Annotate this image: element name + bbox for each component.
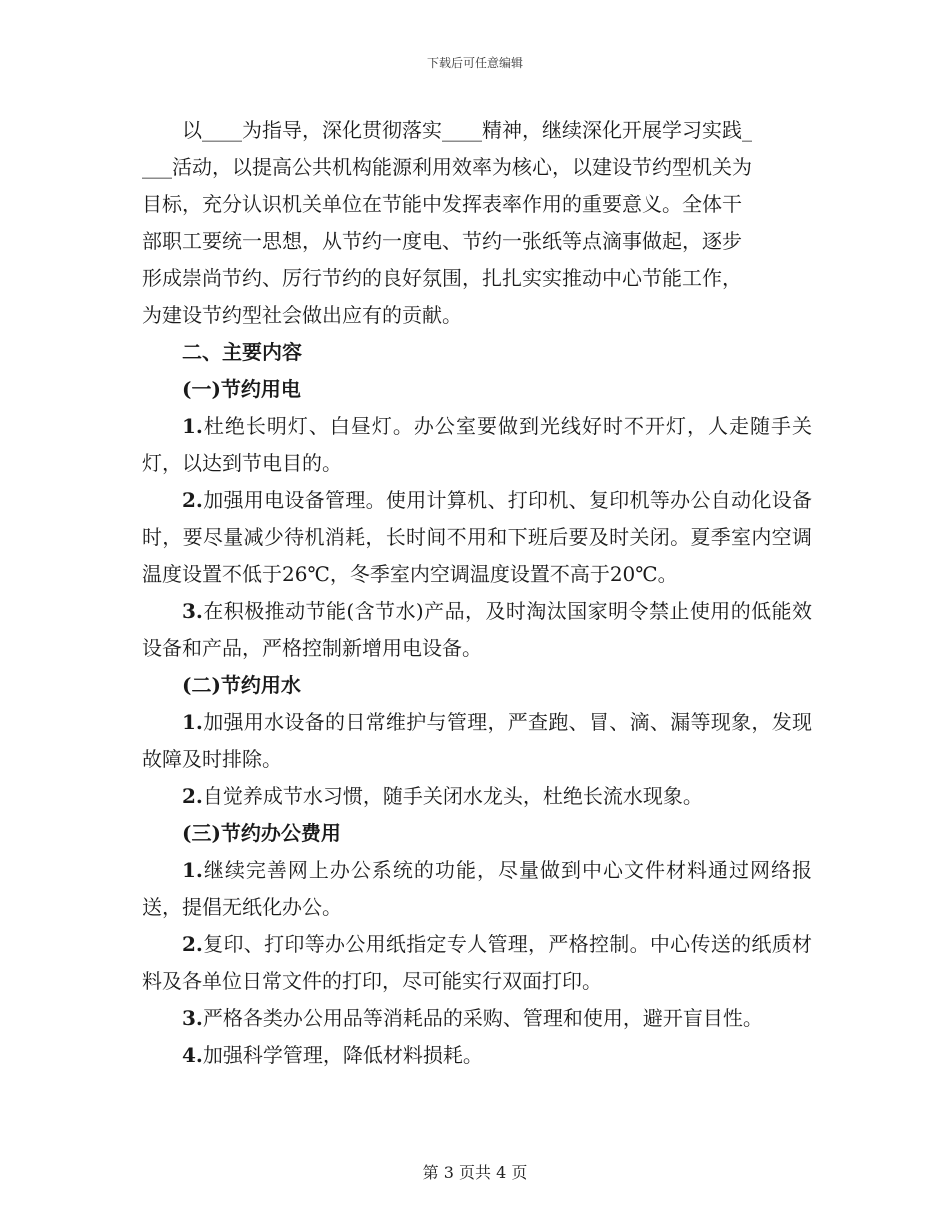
item-number: 2. — [182, 784, 203, 808]
intro-line: ___活动，以提高公共机构能源利用效率为核心，以建设节约型机关为 — [142, 155, 752, 179]
document-body — [142, 112, 812, 1074]
subsection-heading-office-costs: (三)节约办公费用 — [182, 821, 341, 845]
item-number: 3. — [182, 1006, 203, 1030]
item-number: 2. — [182, 488, 203, 512]
intro-line: 目标，充分认识机关单位在节能中发挥表率作用的重要意义。全体干 — [142, 192, 742, 216]
subsection-heading-electricity: (一)节约用电 — [182, 377, 301, 401]
item-text: 在积极推动节能(含节水)产品，及时淘汰国家明令禁止使用的低能效设备和产品，严格控制新增用电设备。 — [142, 599, 812, 660]
item-number: 4. — [182, 1043, 203, 1067]
page-header: 下载后可任意编辑 — [426, 56, 523, 70]
item-text: 杜绝长明灯、白昼灯。办公室要做到光线好时不开灯，人走随手关灯，以达到节电目的。 — [142, 414, 812, 475]
list-item — [142, 1037, 812, 1074]
list-item — [142, 852, 812, 926]
item-number: 2. — [182, 932, 203, 956]
intro-line: 为建设节约型社会做出应有的贡献。 — [142, 303, 462, 327]
item-text: 继续完善网上办公系统的功能，尽量做到中心文件材料通过网络报送，提倡无纸化办公。 — [142, 858, 812, 919]
list-item — [142, 593, 812, 667]
section-heading: 二、主要内容 — [182, 340, 302, 364]
item-number: 1. — [182, 710, 203, 734]
intro-line: 部职工要统一思想，从节约一度电、节约一张纸等点滴事做起，逐步 — [142, 229, 742, 253]
item-text: 加强用电设备管理。使用计算机、打印机、复印机等办公自动化设备时，要尽量减少待机消耗，长时间不用和下班后要及时关闭。夏季室内空调温度设置不低于26℃，冬季室内空调温度设置不高于20℃。 — [142, 488, 812, 586]
list-item — [142, 482, 812, 593]
list-item — [142, 704, 812, 778]
intro-line: 形成崇尚节约、厉行节约的良好氛围，扎扎实实推动中心节能工作， — [142, 266, 742, 290]
item-number: 1. — [182, 414, 203, 438]
item-text: 加强用水设备的日常维护与管理，严查跑、冒、滴、漏等现象，发现故障及时排除。 — [142, 710, 812, 771]
page-footer: 第 3 页共 4 页 — [422, 1163, 528, 1182]
item-text: 严格各类办公用品等消耗品的采购、管理和使用，避开盲目性。 — [202, 1006, 763, 1030]
list-item — [142, 778, 812, 815]
item-number: 3. — [182, 599, 203, 623]
item-text: 自觉养成节水习惯，随手关闭水龙头，杜绝长流水现象。 — [202, 784, 703, 808]
list-item — [142, 926, 812, 1000]
item-text: 加强科学管理，降低材料损耗。 — [202, 1043, 483, 1067]
item-text: 复印、打印等办公用纸指定专人管理，严格控制。中心传送的纸质材料及各单位日常文件的打印，尽可能实行双面打印。 — [142, 932, 812, 993]
item-number: 1. — [182, 858, 203, 882]
list-item — [142, 1000, 812, 1037]
intro-line: 以____为指导，深化贯彻落实____精神，继续深化开展学习实践_ — [182, 118, 752, 142]
list-item — [142, 408, 812, 482]
intro-paragraph — [142, 112, 812, 334]
subsection-heading-water: (二)节约用水 — [182, 673, 301, 697]
